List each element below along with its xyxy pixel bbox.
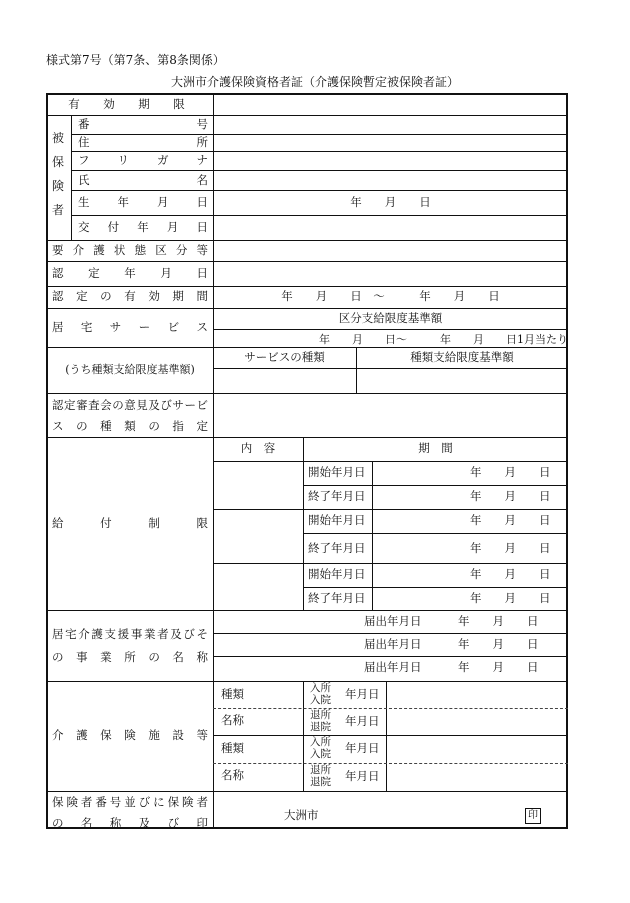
insured-furigana-field[interactable] bbox=[214, 152, 566, 170]
date-value: 年 月 日 bbox=[458, 637, 539, 651]
type-limit-label: (うち種類支給限度基準額) bbox=[65, 363, 195, 376]
row-line bbox=[213, 656, 568, 657]
facility-name-label: 名称 bbox=[221, 713, 244, 727]
insured-issue-date-label: 交 付 年 月 日 bbox=[78, 220, 208, 234]
restriction-content-field-3[interactable] bbox=[214, 564, 302, 610]
facility-label: 介護保険施設等 bbox=[52, 728, 208, 742]
facility-name-field-2[interactable] bbox=[387, 764, 566, 791]
date-value: 年 月 日 bbox=[458, 660, 539, 674]
row-line bbox=[71, 190, 568, 191]
insurer-name: 大洲市 bbox=[284, 808, 319, 822]
facility-type-field-2[interactable] bbox=[387, 736, 566, 763]
date-value: 年 月 日 bbox=[458, 614, 539, 628]
type-limit-header: 種類支給限度基準額 bbox=[410, 350, 514, 364]
facility-name-label: 名称 bbox=[221, 768, 244, 782]
date-value: 年 月 日 bbox=[470, 489, 551, 503]
review-opinion-field[interactable] bbox=[214, 394, 566, 437]
period-header: 期 間 bbox=[418, 441, 453, 455]
insured-address-label: 住 所 bbox=[78, 135, 208, 149]
row-line bbox=[46, 437, 568, 438]
limit-period-value: 年 月 日～ 年 月 日1月当たり bbox=[319, 333, 568, 346]
content-header: 内 容 bbox=[240, 441, 276, 455]
facility-date-label: 年月日 bbox=[345, 741, 380, 755]
date-value: 年 月 日 bbox=[470, 567, 551, 581]
insured-birthdate-label: 生 年 月 日 bbox=[78, 195, 208, 209]
row-line bbox=[46, 791, 568, 792]
date-value: 年 月 日 bbox=[470, 513, 551, 527]
date-value: 年 月 日 bbox=[470, 541, 551, 555]
type-limit-field[interactable] bbox=[357, 369, 566, 392]
admission-label: 入所 bbox=[310, 736, 331, 748]
discharge-label: 退所 bbox=[310, 709, 331, 721]
insured-number-field[interactable] bbox=[214, 116, 566, 134]
care-level-label: 要介護状態区分等 bbox=[52, 243, 208, 257]
insurer-label-line2: の名称及び印 bbox=[52, 816, 208, 830]
row-line bbox=[46, 347, 568, 348]
limit-header: 区分支給限度基準額 bbox=[338, 311, 443, 325]
insured-address-field[interactable] bbox=[214, 135, 566, 151]
service-type-field[interactable] bbox=[214, 369, 355, 392]
discharge-label: 退院 bbox=[310, 721, 331, 733]
discharge-label: 退所 bbox=[310, 764, 331, 776]
start-date-label: 開始年月日 bbox=[308, 513, 366, 527]
row-line bbox=[213, 633, 568, 634]
end-date-label: 終了年月日 bbox=[308, 489, 366, 503]
notification-date-label: 届出年月日 bbox=[364, 660, 422, 674]
page-title: 大洲市介護保険資格者証（介護保険暫定被保険者証） bbox=[170, 75, 459, 89]
col-line bbox=[303, 437, 304, 610]
insured-furigana-label: フ リ ガ ナ bbox=[78, 153, 208, 167]
row-line bbox=[46, 610, 568, 611]
date-value: 年 月 日 bbox=[470, 591, 551, 605]
insured-group-char: 険 bbox=[52, 179, 65, 193]
col-line bbox=[303, 681, 304, 791]
form-number: 様式第7号（第7条、第8条関係） bbox=[46, 53, 225, 67]
facility-name-field-1[interactable] bbox=[387, 709, 566, 735]
care-support-label-line2: の事業所の名称 bbox=[52, 650, 208, 664]
service-type-header: サービスの種類 bbox=[244, 350, 325, 364]
facility-type-label: 種類 bbox=[221, 741, 244, 755]
start-date-label: 開始年月日 bbox=[308, 567, 366, 581]
facility-date-label: 年月日 bbox=[345, 769, 380, 783]
admission-label: 入院 bbox=[310, 694, 331, 706]
certification-period-label: 認定の有効期間 bbox=[52, 289, 208, 303]
end-date-label: 終了年月日 bbox=[308, 541, 366, 555]
row-line bbox=[303, 533, 568, 534]
home-service-label: 居 宅 サ ー ビ ス bbox=[52, 320, 208, 334]
row-line bbox=[46, 286, 568, 287]
restriction-content-field-1[interactable] bbox=[214, 462, 302, 509]
start-date-label: 開始年月日 bbox=[308, 465, 366, 479]
seal-mark: 印 bbox=[525, 808, 541, 824]
insured-issue-date-field[interactable] bbox=[214, 216, 566, 240]
facility-date-label: 年月日 bbox=[345, 687, 380, 701]
row-line bbox=[213, 329, 568, 330]
row-line bbox=[303, 485, 568, 486]
facility-type-field-1[interactable] bbox=[387, 682, 566, 708]
discharge-label: 退院 bbox=[310, 776, 331, 788]
insured-name-field[interactable] bbox=[214, 171, 566, 190]
insurer-label-line1: 保険者番号並びに保険者 bbox=[52, 795, 208, 809]
admission-label: 入院 bbox=[310, 748, 331, 760]
review-opinion-label-line1: 認定審査会の意見及びサービ bbox=[52, 398, 208, 412]
admission-label: 入所 bbox=[310, 682, 331, 694]
insured-name-label: 氏 名 bbox=[78, 173, 208, 187]
facility-type-label: 種類 bbox=[221, 687, 244, 701]
certification-period-value: 年 月 日 ～ 年 月 日 bbox=[281, 289, 500, 303]
insured-group-char: 者 bbox=[52, 203, 65, 217]
valid-period-label: 有 効 期 限 bbox=[68, 97, 191, 111]
care-support-label-line1: 居宅介護支援事業者及びそ bbox=[52, 627, 208, 641]
notification-date-label: 届出年月日 bbox=[364, 614, 422, 628]
row-line bbox=[46, 308, 568, 309]
insured-group-char: 保 bbox=[52, 155, 65, 169]
insured-group-char: 被 bbox=[52, 131, 65, 145]
certification-date-field[interactable] bbox=[214, 262, 566, 286]
insured-number-label: 番 号 bbox=[78, 117, 208, 131]
row-line bbox=[303, 587, 568, 588]
review-opinion-label-line2: スの種類の指定 bbox=[52, 419, 208, 433]
end-date-label: 終了年月日 bbox=[308, 591, 366, 605]
restriction-content-field-2[interactable] bbox=[214, 510, 302, 563]
facility-date-label: 年月日 bbox=[345, 714, 380, 728]
certification-date-label: 認 定 年 月 日 bbox=[52, 266, 208, 280]
valid-period-field[interactable] bbox=[214, 94, 566, 115]
notification-date-label: 届出年月日 bbox=[364, 637, 422, 651]
benefit-restriction-label: 給 付 制 限 bbox=[52, 516, 208, 530]
date-value: 年 月 日 bbox=[470, 465, 551, 479]
insured-birthdate-value: 年 月 日 bbox=[350, 195, 431, 209]
care-level-field[interactable] bbox=[214, 241, 566, 261]
